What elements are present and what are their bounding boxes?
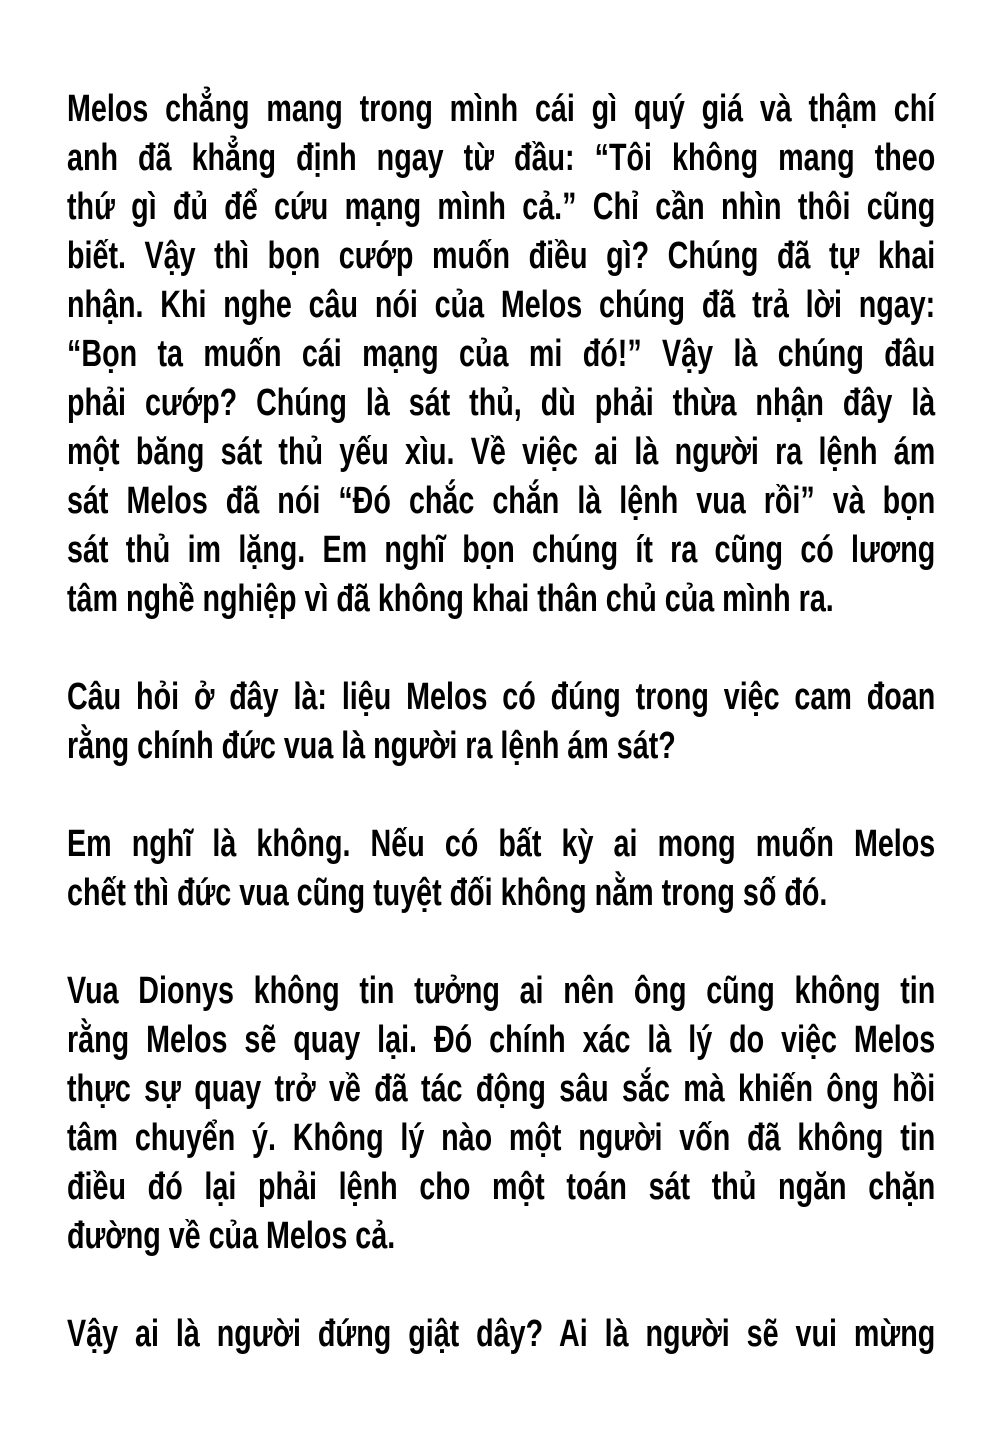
text-line: rằng Melos sẽ quay lại. Đó chính xác là lý do việc Melos xyxy=(67,1019,936,1061)
text-line: Câu hỏi ở đây là: liệu Melos có đúng trong việc cam đoan xyxy=(67,676,936,718)
text-line: Vua Dionys không tin tưởng ai nên ông cũng không tin xyxy=(67,970,936,1012)
text-line: anh đã khẳng định ngay từ đầu: “Tôi không mang theo xyxy=(67,137,936,179)
text-line: “Bọn ta muốn cái mạng của mi đó!” Vậy là chúng đâu xyxy=(67,333,936,375)
text-line: một băng sát thủ yếu xìu. Về việc ai là người ra lệnh ám xyxy=(67,431,936,473)
text-line: điều đó lại phải lệnh cho một toán sát thủ ngăn chặn xyxy=(67,1166,936,1208)
text-line: đường về của Melos cả. xyxy=(67,1215,396,1257)
text-block xyxy=(67,85,935,1359)
text-line: chết thì đức vua cũng tuyệt đối không nằm trong số đó. xyxy=(67,872,828,914)
paragraph xyxy=(67,673,935,771)
text-line: sát thủ im lặng. Em nghĩ bọn chúng ít ra cũng có lương xyxy=(67,529,936,571)
text-line: thực sự quay trở về đã tác động sâu sắc mà khiến ông hồi xyxy=(67,1068,936,1110)
text-line: nhận. Khi nghe câu nói của Melos chúng đã trả lời ngay: xyxy=(67,284,936,326)
text-line: rằng chính đức vua là người ra lệnh ám sát? xyxy=(67,725,676,767)
text-line: thứ gì đủ để cứu mạng mình cả.” Chỉ cần nhìn thôi cũng xyxy=(67,186,936,228)
text-line: Vậy ai là người đứng giật dây? Ai là người sẽ vui mừng xyxy=(67,1313,936,1355)
paragraph xyxy=(67,85,935,624)
paragraph xyxy=(67,1310,935,1359)
text-line: tâm chuyển ý. Không lý nào một người vốn đã không tin xyxy=(67,1117,936,1159)
paragraph xyxy=(67,820,935,918)
text-line: Em nghĩ là không. Nếu có bất kỳ ai mong muốn Melos xyxy=(67,823,936,865)
text-line: biết. Vậy thì bọn cướp muốn điều gì? Chúng đã tự khai xyxy=(67,235,936,277)
text-line: tâm nghề nghiệp vì đã không khai thân chủ của mình ra. xyxy=(67,578,834,620)
text-line: sát Melos đã nói “Đó chắc chắn là lệnh vua rồi” và bọn xyxy=(67,480,936,522)
text-line: Melos chẳng mang trong mình cái gì quý giá và thậm chí xyxy=(67,88,936,130)
text-line: phải cướp? Chúng là sát thủ, dù phải thừa nhận đây là xyxy=(67,382,936,424)
paragraph xyxy=(67,967,935,1261)
